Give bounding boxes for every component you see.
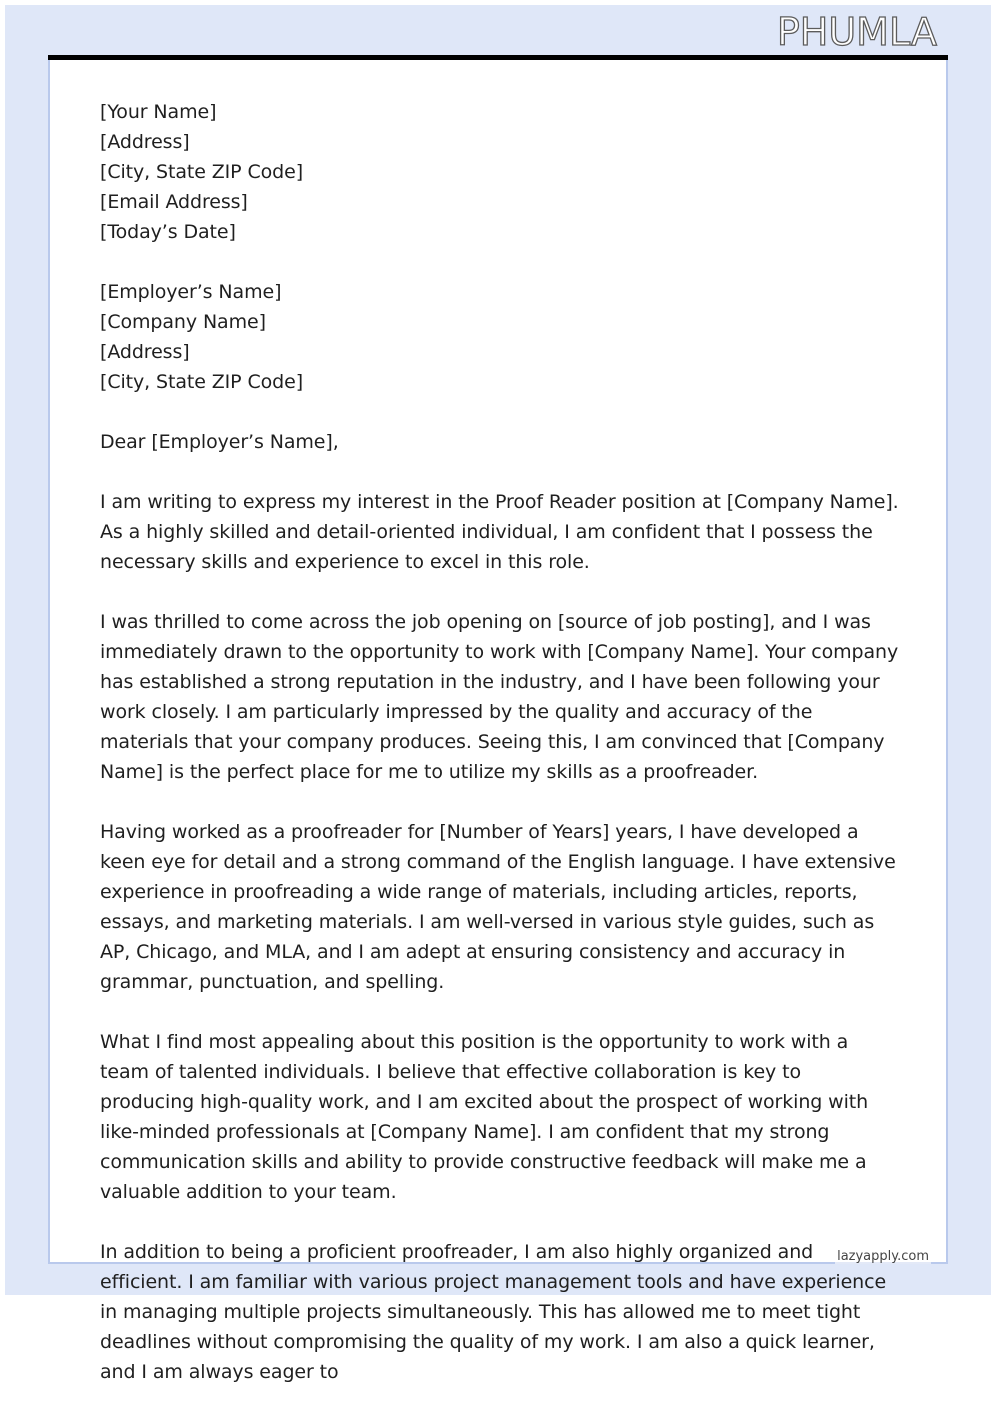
sender-name: [Your Name]	[100, 101, 217, 123]
sender-address: [Address]	[100, 131, 190, 153]
recipient-name: [Employer’s Name]	[100, 281, 282, 303]
recipient-company: [Company Name]	[100, 311, 266, 333]
recipient-city: [City, State ZIP Code]	[100, 371, 304, 393]
letter-date: [Today’s Date]	[100, 221, 236, 243]
sender-city: [City, State ZIP Code]	[100, 161, 304, 183]
body-paragraph: I am writing to express my interest in the Proof Reader position at [Company Name]. As a highly skilled and detail-oriented individual, I am confident that I possess the necessary skills and experience to excel in this role.	[100, 491, 899, 573]
salutation: Dear [Employer’s Name],	[100, 431, 339, 453]
sender-block	[100, 97, 900, 247]
header-rule	[48, 55, 948, 60]
recipient-address: [Address]	[100, 341, 190, 363]
sender-email: [Email Address]	[100, 191, 248, 213]
page-background	[5, 5, 991, 1383]
recipient-block	[100, 277, 900, 397]
brand-logo: PHUMLA	[776, 10, 937, 54]
body-paragraph: In addition to being a proficient proofreader, I am also highly organized and efficient. I am familiar with various project management tools and have experience in managing multiple projects simultaneously. This has allowed me to meet tight deadlines without compromising the quality of my work. I am also a quick learner, and I am always eager to	[100, 1241, 887, 1383]
body-paragraph: What I find most appealing about this position is the opportunity to work with a team of talented individuals. I believe that effective collaboration is key to producing high-quality work, and I am excited about the prospect of working with like-minded professionals at [Company Name]. I am confident that my strong communication skills and ability to provide constructive feedback will make me a valuable addition to your team.	[100, 1031, 869, 1203]
body-paragraph: I was thrilled to come across the job opening on [source of job posting], and I was immediately drawn to the opportunity to work with [Company Name]. Your company has established a strong reputation in the industry, and I have been following your work closely. I am particularly impressed by the quality and accuracy of the materials that your company produces. Seeing this, I am convinced that [Company Name] is the perfect place for me to utilize my skills as a proofreader.	[100, 611, 899, 783]
site-watermark: lazyapply.com	[837, 1249, 929, 1264]
cover-letter-body	[100, 97, 900, 1417]
body-paragraph: Having worked as a proofreader for [Number of Years] years, I have developed a keen eye for detail and a strong command of the English language. I have extensive experience in proofreading a wide range of materials, including articles, reports, essays, and marketing materials. I am well-versed in various style guides, such as AP, Chicago, and MLA, and I am adept at ensuring consistency and accuracy in grammar, punctuation, and spelling.	[100, 821, 896, 993]
